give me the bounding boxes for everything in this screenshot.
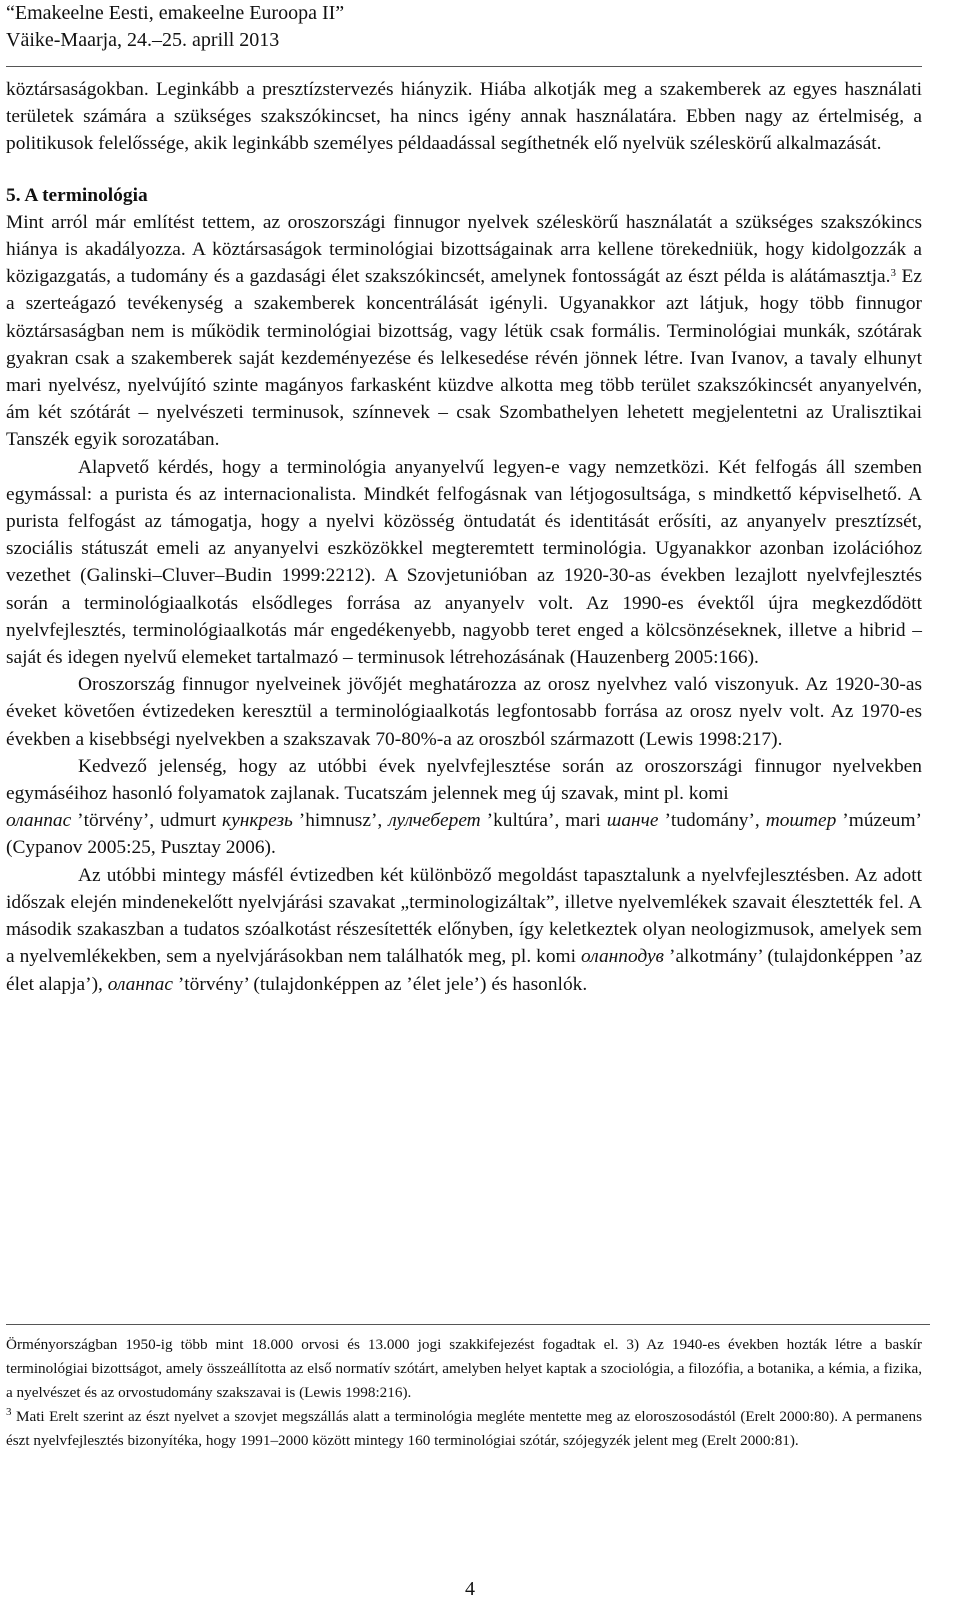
- header-title: “Emakeelne Eesti, emakeelne Euroopa II”: [6, 2, 345, 24]
- footnote-rule: [6, 1324, 930, 1325]
- footnotes: [6, 1333, 922, 1453]
- document-page: [6, 0, 922, 998]
- footnote-3: $^3$ Mati Erelt szerint az észt nyelvet a szovjet megszállás alatt a terminológia megléte mentette meg az eloroszosodástól (Erelt 2000:80). A permanens észt nyelvfejlesztés bizonyítéka, hogy 1991–2000 között mintegy 160 terminológiai szótár, szójegyzék jelent meg (Erelt 2000:81).: [6, 1406, 922, 1449]
- cyrillic-word: оланпас: [6, 810, 72, 832]
- section-paragraph-2: Alapvető kérdés, hogy a terminológia anyanyelvű legyen-e vagy nemzetközi. Két felfogás áll szemben egymással: a purista és az internacionalista. Mindkét felfogásnak van létjogosultsága, s mindkettő képviselhető. A purista felfogást az támogatja, hogy a nyelvi közösség öntudatát és identitását erősíti, az anyanyelv presztízsét, szociális státuszát emeli az anyanyelvi eszközökkel megteremtett terminológia. Ugyanakkor azonban izolációhoz vezethet (Galinski–Cluver–Budin 1999:2212). A Szovjetunióban az 1920-30-as években lezajlott nyelvfejlesztés során a terminológiaalkotás elsődleges forrása az anyanyelv volt. Az 1990-es évektől újra megkezdődött nyelvfejlesztés, terminológiaalkotás már engedékenyebb, nagyobb teret enged a kölcsönzéseknek, illetve a hibrid – saját és idegen nyelvű elemeket tartalmazó – terminusok létrehozásának (Hauzenberg 2005:166).: [6, 456, 922, 669]
- header-rule: [6, 66, 922, 67]
- page-number: 4: [465, 1578, 475, 1600]
- cyrillic-word: кункрезь: [222, 810, 293, 832]
- section-paragraph-1: Mint arról már említést tettem, az oroszországi finnugor nyelvek széleskörű használatát a szükséges szakszókincs hiánya is akadályozza. A köztársaságok terminológiai bizottságainak arra kellene törekedniük, hogy kidolgozzák a közigazgatás, a tudomány és a gazdasági élet szakszókincsét, amelynek fontosságát az észt példa is alátámasztja.$^3$ Ez a szerteágazó tevékenység a szakemberek koncentrálását igényli. Ugyanakkor azt látjuk, hogy több finnugor köztársaságban nem is működik terminológiai bizottság, vagy létük csak formális. Terminológiai munkák, szótárak gyakran csak a szakemberek saját kezdeményezése és lelkesedése révén jönnek létre. Ivan Ivanov, a tavaly elhunyt mari nyelvész, nyelvújító szinte magányos farkasként küzdve alkotta meg több terület szakszókincsét anyanyelvén, ám két szótárát – nyelvészeti terminusok, színnevek – csak Szombathelyen lehetett megjelentetni az Uralisztikai Tanszék egyik sorozatában.: [6, 211, 922, 451]
- section-paragraph-4: Kedvező jelenség, hogy az utóbbi évek nyelvfejlesztése során az oroszországi finnugor nyelvekben egymáséihoz hasonló folyamatok zajlanak. Tucatszám jelennek meg új szavak, mint pl. komi оланпас ’törvény’, udmurt кункрезь ’himnusz’, лулчеберет ’kultúra’, mari шанче ’tudomány’, тоштер ’múzeum’ (Cypanov 2005:25, Pusztay 2006).: [6, 755, 922, 859]
- cyrillic-word: оланподув: [581, 946, 664, 968]
- running-header: [6, 0, 922, 54]
- cyrillic-word: оланпас: [107, 973, 173, 995]
- intro-paragraph: köztársaságokban. Leginkább a presztízstervezés hiányzik. Hiába alkotják meg a szakemberek az egyes használati területek számára a szükséges szakszókincset, ha nincs igény annak használatára. Ebben nagy az értelmiség, a politikusok felelőssége, akik leginkább személyes példaadással segíthetnék elő nyelvük széleskörű alkalmazását.: [6, 79, 922, 155]
- cyrillic-word: лулчеберет: [388, 810, 481, 832]
- section-heading: 5. A terminológia: [6, 184, 148, 206]
- footnote-3-number: 3: [6, 1406, 12, 1418]
- header-venue: Väike-Maarja, 24.–25. aprill 2013: [6, 29, 280, 51]
- section-paragraph-5: Az utóbbi mintegy másfél évtizedben két különböző megoldást tapasztalunk a nyelvfejlesztésben. Az adott időszak elején mindenekelőtt nyelvjárási szavakat „terminologizáltak”, illetve nyelvemlékek szavait élesztették fel. A második szakaszban a tudatos szóalkotást részesítették előnyben, így keletkeztek olyan neologizmusok, amelyek sem a nyelvemlékekben, sem a nyelvjárásokban nem találhatók meg, pl. komi оланподув ’alkotmány’ (tulajdonképpen ’az élet alapja’), оланпас ’törvény’ (tulajdonképpen az ’élet jele’) és hasonlók.: [6, 864, 922, 995]
- cyrillic-word: шанче: [606, 810, 659, 832]
- spacer: [6, 158, 922, 182]
- section-paragraph-3: Oroszország finnugor nyelveinek jövőjét meghatározza az orosz nyelvhez való viszonyuk. Az 1920-30-as éveket követően évtizedeken keresztül a terminológiaalkotás legfontosabb forrása az orosz nyelv volt. Az 1970-es években a kisebbségi nyelvekben a szakszavak 70-80%-a az oroszból származott (Lewis 1998:217).: [6, 674, 922, 750]
- footnote-continuation: Örményországban 1950-ig több mint 18.000 orvosi és 13.000 jogi szakkifejezést fogadtak el. 3) Az 1940-es években hozták létre a baskír terminológiai bizottságot, amely összeállította az első normatív szótárt, amelyben helyet kaptak a szociológia, a filozófia, a botanika, a kémia, a fizika, a nyelvészet és az orvostudomány szakszavai is (Lewis 1998:216).: [6, 1336, 922, 1401]
- cyrillic-word: тоштер: [765, 810, 837, 832]
- footnote-ref-3[interactable]: 3: [890, 267, 896, 280]
